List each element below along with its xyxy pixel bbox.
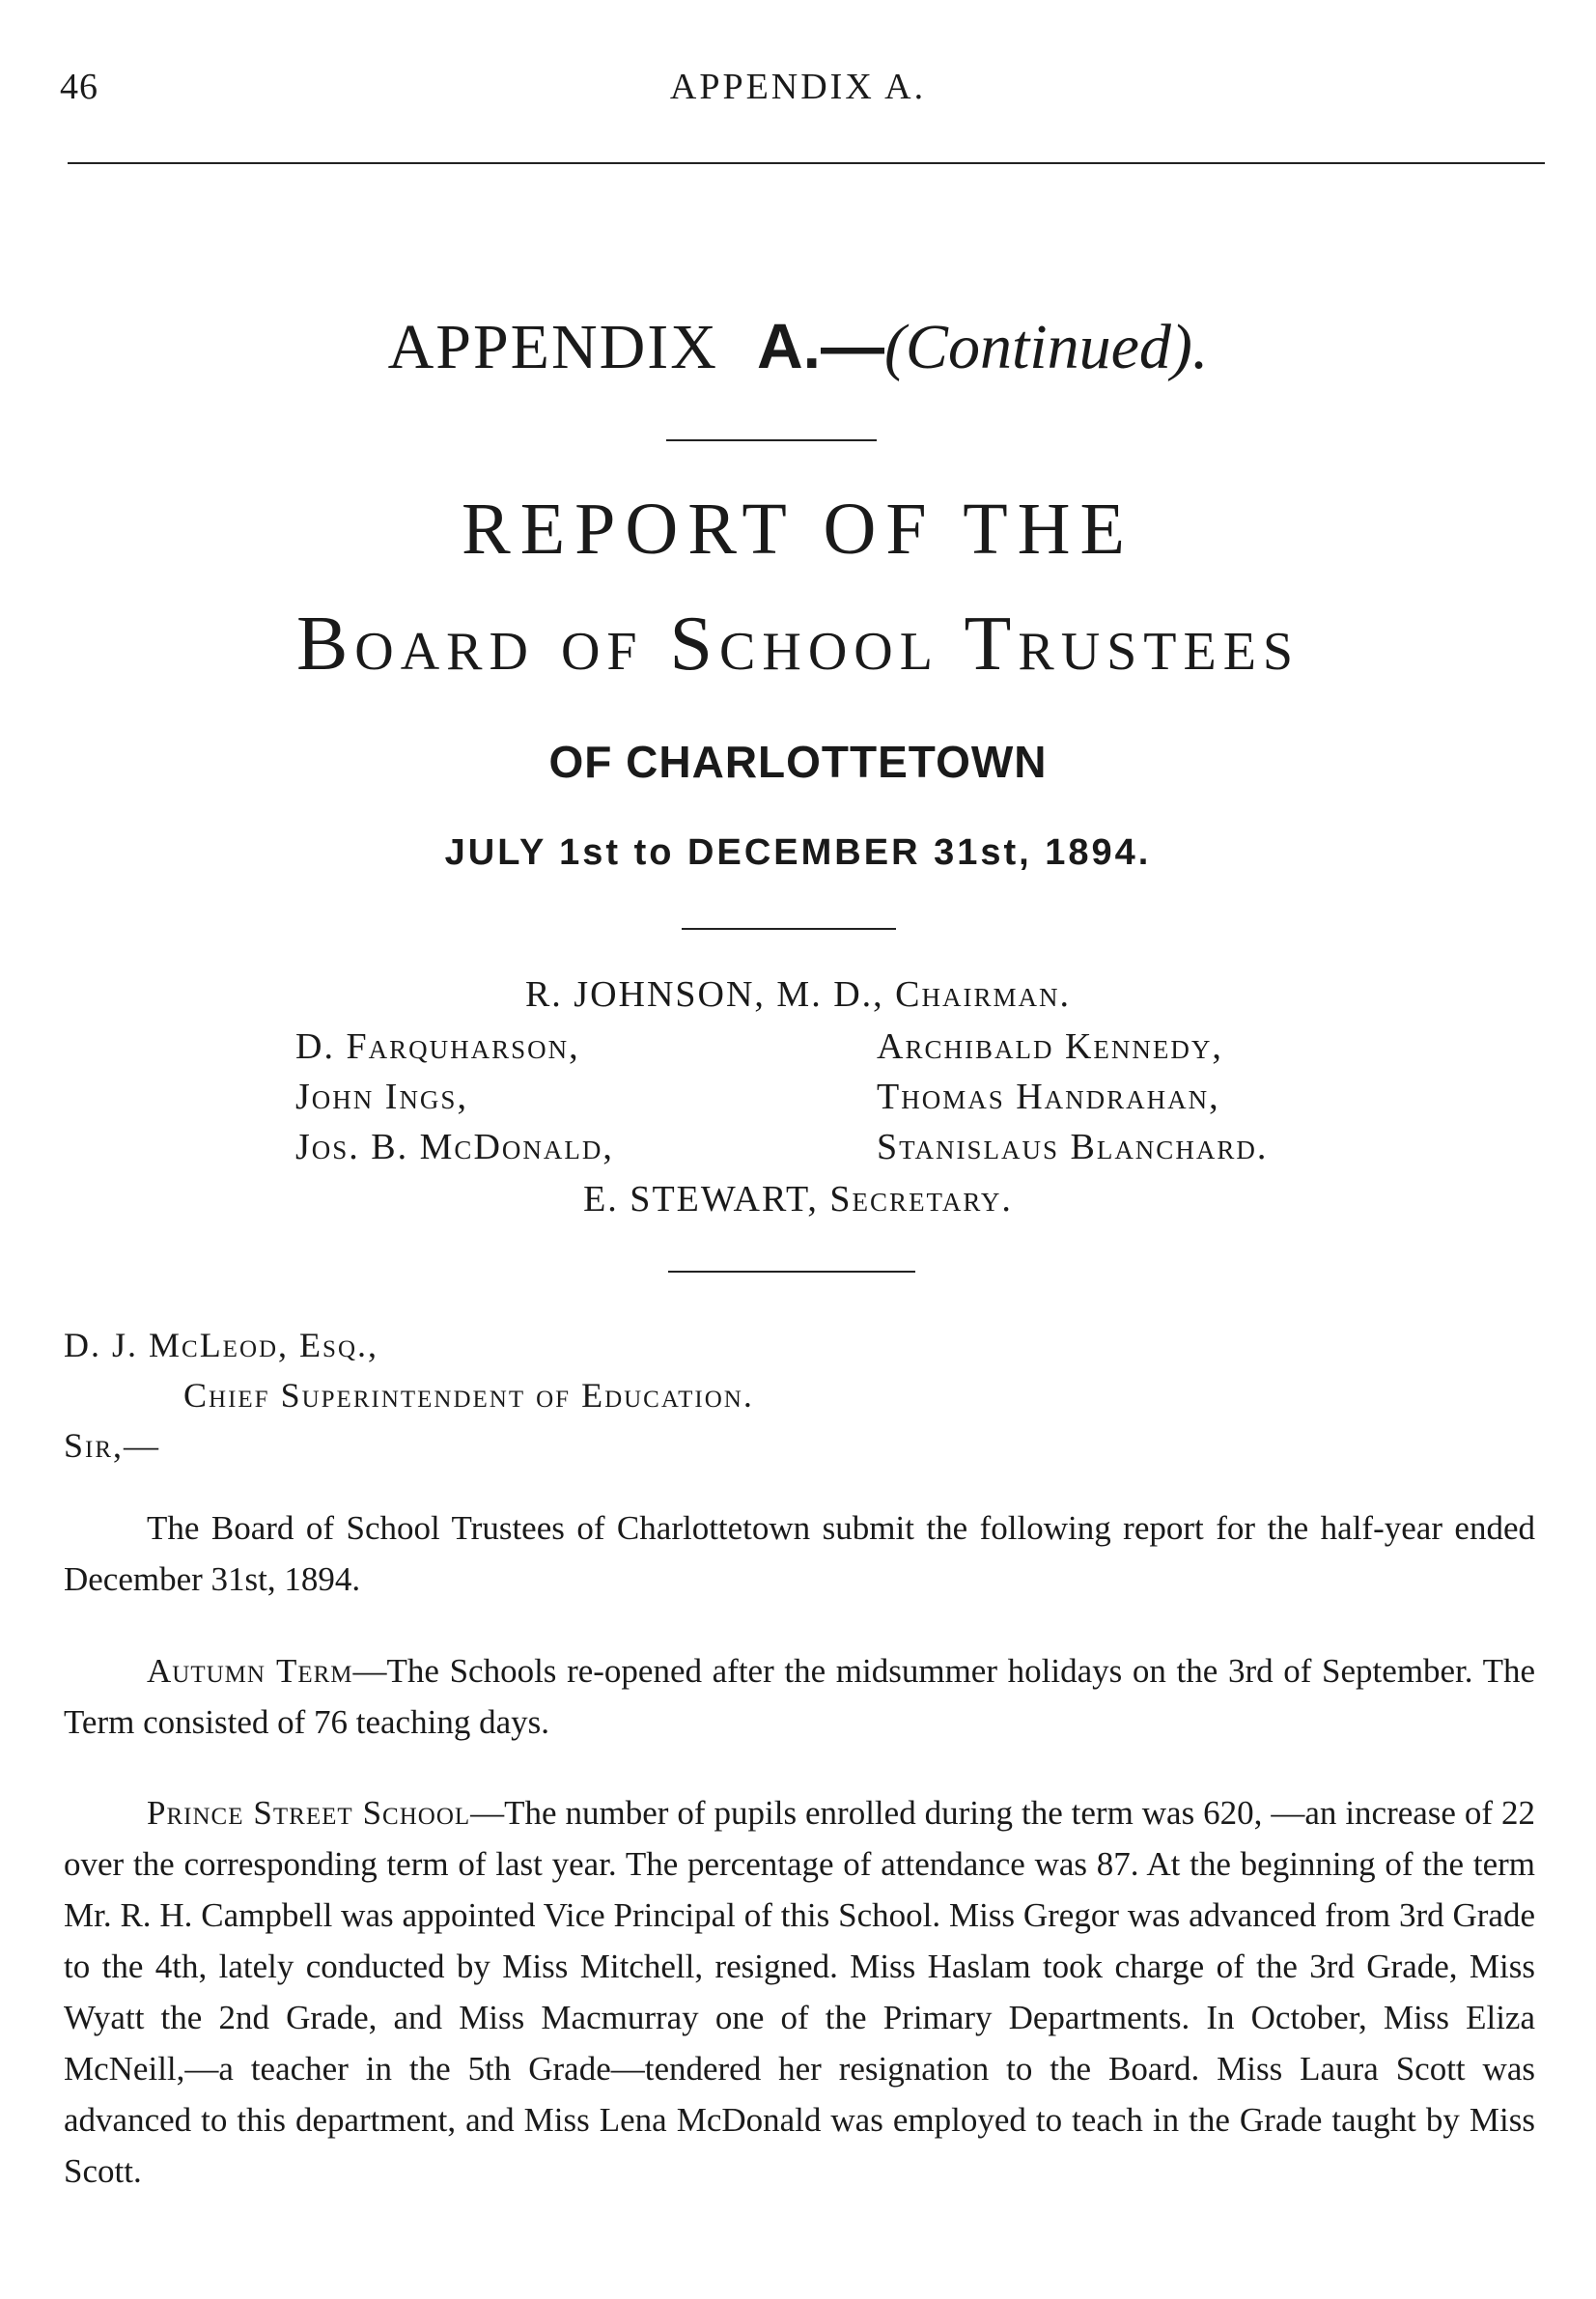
appendix-label: APPENDIX — [387, 312, 718, 382]
member-left: Jos. B. McDonald, — [295, 1127, 614, 1167]
paragraph-lead: Autumn Term — [147, 1652, 353, 1690]
member-right: Stanislaus Blanchard. — [877, 1127, 1269, 1167]
header-rule — [68, 162, 1545, 164]
member-left: D. Farquharson, — [295, 1026, 580, 1067]
salutation: Sir,— — [64, 1426, 161, 1465]
appendix-heading — [0, 309, 1596, 384]
recipient-position: Chief Superintendent of Education. — [183, 1376, 754, 1415]
continued-label: (Continued). — [883, 312, 1209, 382]
secretary-name: E. STEWART, — [583, 1179, 819, 1220]
secretary-title: Secretary. — [829, 1179, 1013, 1220]
chairman-name: R. JOHNSON, M. D., — [524, 974, 884, 1015]
paragraph — [64, 1787, 1535, 2197]
running-header-title: APPENDIX A. — [669, 67, 927, 107]
chairman-title: Chairman. — [895, 974, 1072, 1015]
paragraph-text: —The number of pupils enrolled during the term was 620, —an increase of 22 over the corresponding term of last year. The percentage of attendance was 87. At the beginning of the term Mr. R. H. Campbell was appointed Vice Principal of this School. Miss Gregor was advanced from 3rd Grade to the 4th, lately conducted by Miss Mitchell, resigned. Miss Haslam took charge of the 3rd Grade, Miss Wyatt the 2nd Grade, and Miss Macmurray one of the Primary Departments. In October, Miss Eliza McNeill,—a teacher in the 5th Grade—tendered her resignation to the Board. Miss Laura Scott was advanced to this department, and Miss Lena McDonald was employed to teach in the Grade taught by Miss Scott. — [64, 1794, 1536, 2190]
appendix-letter: A.— — [756, 310, 884, 381]
page-number: 46 — [60, 67, 98, 107]
chairman-line — [0, 973, 1596, 1016]
report-title: REPORT OF THE — [462, 489, 1134, 570]
divider-rule — [666, 439, 877, 441]
board-title: Board of School Trustees — [295, 602, 1301, 687]
divider-rule — [668, 1271, 915, 1273]
recipient-name: D. J. McLeod, Esq., — [64, 1326, 379, 1364]
paragraph — [64, 1645, 1535, 1748]
date-range: JULY 1st to DECEMBER 31st, 1894. — [444, 832, 1152, 873]
secretary-line — [0, 1178, 1596, 1220]
member-right: Thomas Handrahan, — [877, 1077, 1220, 1117]
member-left: John Ings, — [295, 1077, 468, 1117]
divider-rule — [682, 928, 896, 930]
paragraph-lead: Prince Street School — [147, 1794, 471, 1832]
paragraph — [64, 1502, 1535, 1605]
member-right: Archibald Kennedy, — [877, 1026, 1223, 1067]
paragraph-text: —The Schools re-opened after the midsummer holidays on the 3rd of September. The Term consisted of 76 teaching days. — [64, 1652, 1535, 1741]
city-title: OF CHARLOTTETOWN — [548, 737, 1048, 787]
paragraph-text: The Board of School Trustees of Charlottetown submit the following report for the half-year ended December 31st, 1894. — [64, 1509, 1535, 1598]
